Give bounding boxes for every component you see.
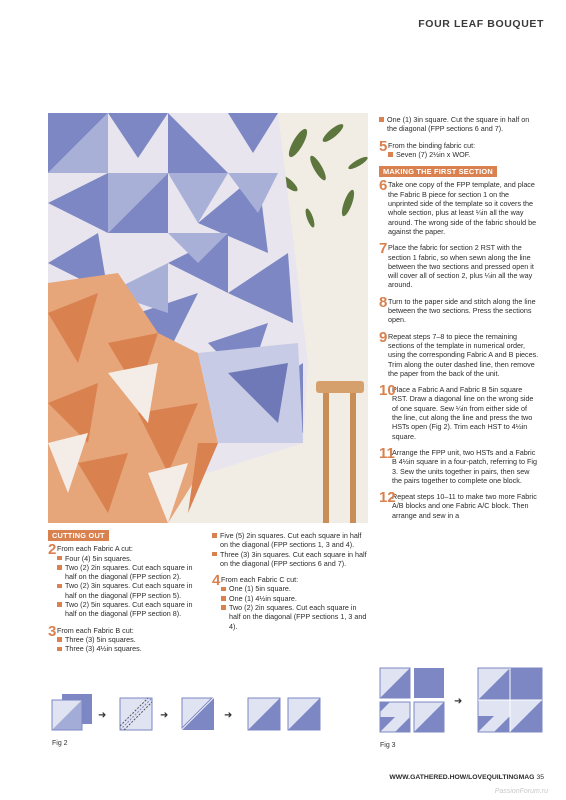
bullet-item: Two (2) 2in squares. Cut each square in half on the diagonal (FPP sections 1, 3 and 4).	[221, 603, 367, 631]
step-text: From each Fabric C cut:	[221, 575, 299, 585]
watermark: PassionForum.ru	[494, 788, 548, 795]
step-text: From each Fabric B cut:	[57, 625, 134, 635]
step-number: 6	[379, 177, 388, 195]
quilt-photo-image	[48, 113, 368, 523]
step-11	[379, 444, 539, 485]
bullet-item: Seven (7) 2½in x WOF.	[388, 150, 539, 159]
section-heading-cutting-out: CUTTING OUT	[48, 530, 109, 541]
step-7	[379, 240, 539, 290]
bullet-item: One (1) 3in square. Cut the square in half on the diagonal (FPP sections 6 and 7).	[379, 115, 539, 134]
bullet-item: Three (3) 5in squares.	[57, 635, 203, 644]
step-text: Take one copy of the FPP template, and place the Fabric B piece for section 1 on the unprinted side of the template so it covers the whole section, plus at least ¼in all the way around. The wrong side of the fabric should be against the paper.	[388, 180, 537, 236]
section-heading-first-section: MAKING THE FIRST SECTION	[379, 166, 497, 177]
step-text: From the binding fabric cut:	[388, 140, 476, 150]
step-text: Turn to the paper side and stitch along the line between the two sections. Press the sections open.	[388, 296, 536, 325]
bullet-item: Five (5) 2in squares. Cut each square in half on the diagonal (FPP sections 1, 3 and 4).	[212, 531, 367, 550]
instructions-column	[379, 115, 539, 527]
svg-text:➜: ➜	[98, 710, 107, 721]
footer-website: WWW.GATHERED.HOW/LOVEQUILTINGMAG	[389, 774, 535, 781]
step-text: Repeat steps 7–8 to piece the remaining sections of the template in numerical order, using the corresponding Fabric A and B pieces. Trim along the outer dashed line, then remove the paper from the back of the unit.	[388, 331, 539, 378]
step-number: 7	[379, 240, 388, 258]
svg-text:➜: ➜	[224, 710, 233, 721]
step-number: 2	[48, 541, 57, 559]
bullet-item: Three (3) 4½in squares.	[57, 644, 203, 653]
step-10	[379, 382, 539, 441]
step-8	[379, 293, 539, 325]
fabric-c-continued	[379, 115, 539, 134]
footer-url	[389, 774, 544, 781]
step-2	[48, 541, 203, 619]
step-number: 10	[379, 382, 396, 400]
fig2-diagram	[48, 690, 368, 740]
bullet-item: Three (3) 3in squares. Cut each square in half on the diagonal (FPP sections 6 and 7).	[212, 550, 367, 569]
fig3-diagram	[378, 664, 548, 744]
quilt-photo	[48, 113, 368, 523]
svg-text:➜: ➜	[160, 710, 169, 721]
step-9	[379, 328, 539, 378]
bullet-item: Two (2) 5in squares. Cut each square in half on the diagonal (FPP section 8).	[57, 600, 203, 619]
svg-text:➜: ➜	[454, 696, 463, 707]
step-number: 4	[212, 572, 221, 590]
step-6	[379, 177, 539, 236]
bullet-item: One (1) 4½in square.	[221, 594, 367, 603]
bullet-item: Four (4) 5in squares.	[57, 554, 203, 563]
step-text: Place the fabric for section 2 RST with the section 1 fabric, so when sewn along the line between the two sections and pressed open it will cover all of section 2, plus ¼in all the way around.	[388, 243, 534, 290]
bullet-item: Two (2) 3in squares. Cut each square in half on the diagonal (FPP section 5).	[57, 581, 203, 600]
step-number: 12	[379, 489, 396, 507]
step-3	[48, 622, 203, 654]
step-number: 5	[379, 137, 388, 155]
page-number: 35	[536, 774, 544, 781]
fig2-label: Fig 2	[52, 740, 68, 747]
bullet-item: One (1) 5in square.	[221, 584, 367, 593]
fig3-label: Fig 3	[380, 742, 396, 749]
step-number: 3	[48, 622, 57, 640]
step-number: 11	[379, 444, 395, 462]
step-12	[379, 489, 539, 520]
step-text: Repeat steps 10–11 to make two more Fabric A/B blocks and one Fabric A/C block. Then arrange and sew in a	[392, 492, 537, 520]
step-number: 9	[379, 328, 388, 346]
step-text: From each Fabric A cut:	[57, 544, 133, 554]
fabric-b-continued	[212, 531, 367, 568]
step-4	[212, 572, 367, 631]
running-header: FOUR LEAF BOUQUET	[418, 18, 544, 30]
bullet-item: Two (2) 2in squares. Cut each square in half on the diagonal (FPP section 2).	[57, 563, 203, 582]
step-number: 8	[379, 293, 388, 311]
middle-column	[212, 531, 367, 638]
step-text: Arrange the FPP unit, two HSTs and a Fabric B 4½in square in a four-patch, referring to Fig 3. Sew the units together in pairs, then sew the pairs together to complete one block.	[392, 447, 538, 485]
step-text: Place a Fabric A and Fabric B 5in square RST. Draw a diagonal line on the wrong side of one square. Sew ¼in from either side of the line, cut along the line and press the two HSTs open (Fig 2). Trim each HST to 4½in square.	[392, 385, 534, 441]
cutting-out-column	[48, 530, 203, 661]
step-5	[379, 137, 539, 160]
